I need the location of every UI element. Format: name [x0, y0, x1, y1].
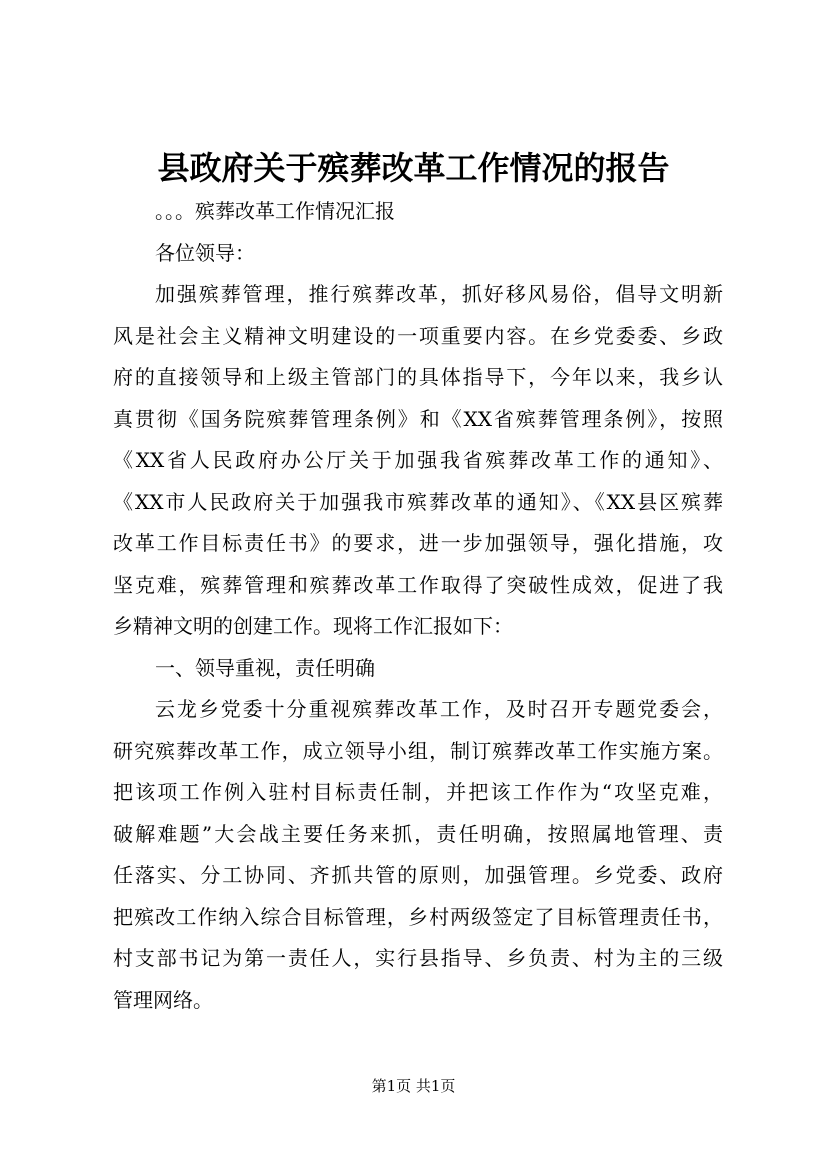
text-line: 管理网络。	[113, 987, 213, 1012]
section-heading: 一、领导重视，责任明确	[155, 655, 375, 680]
document-title: 县政府关于殡葬改革工作情况的报告	[157, 149, 670, 187]
document-body	[113, 191, 723, 1021]
text-line: 加强殡葬管理，推行殡葬改革，抓好移风易俗，倡导文明新	[155, 282, 723, 306]
text-line: 府的直接领导和上级主管部门的具体指导下，今年以来，我乡认	[113, 365, 723, 389]
text-line: 坚克难，殡葬管理和殡葬改革工作取得了突破性成效，促进了我	[113, 572, 723, 597]
text-line: 任落实、分工协同、齐抓共管的原则，加强管理。乡党委、政府	[113, 863, 723, 887]
text-line: 《XX市人民政府关于加强我市殡葬改革的通知》、《XX县区殡葬	[113, 489, 723, 514]
text-line: 村支部书记为第一责任人，实行县指导、乡负责、村为主的三级	[113, 946, 723, 970]
text-line: 《XX省人民政府办公厅关于加强我省殡葬改革工作的通知》、	[113, 448, 723, 472]
text-line: 把殡改工作纳入综合目标管理，乡村两级签定了目标管理责任书，	[113, 904, 723, 929]
text-line: 改革工作目标责任书》的要求，进一步加强领导，强化措施，攻	[113, 531, 723, 555]
text-line: 破解难题”大会战主要任务来抓，责任明确，按照属地管理、责	[113, 821, 723, 846]
text-line: 把该项工作例入驻村目标责任制，并把该工作作为“攻坚克难，	[113, 780, 723, 804]
text-line: 研究殡葬改革工作，成立领导小组，制订殡葬改革工作实施方案。	[113, 738, 723, 763]
text-line: 。。。殡葬改革工作情况汇报	[155, 199, 395, 223]
text-line: 风是社会主义精神文明建设的一项重要内容。在乡党委委、乡政	[113, 323, 723, 348]
text-line: 云龙乡党委十分重视殡葬改革工作，及时召开专题党委会，	[155, 697, 723, 721]
text-line: 各位领导：	[155, 240, 255, 265]
text-line: 乡精神文明的创建工作。现将工作汇报如下：	[113, 614, 513, 638]
page-number-footer: 第1页 共1页	[371, 1077, 456, 1095]
text-line: 真贯彻《国务院殡葬管理条例》和《XX省殡葬管理条例》，按照	[113, 406, 723, 431]
